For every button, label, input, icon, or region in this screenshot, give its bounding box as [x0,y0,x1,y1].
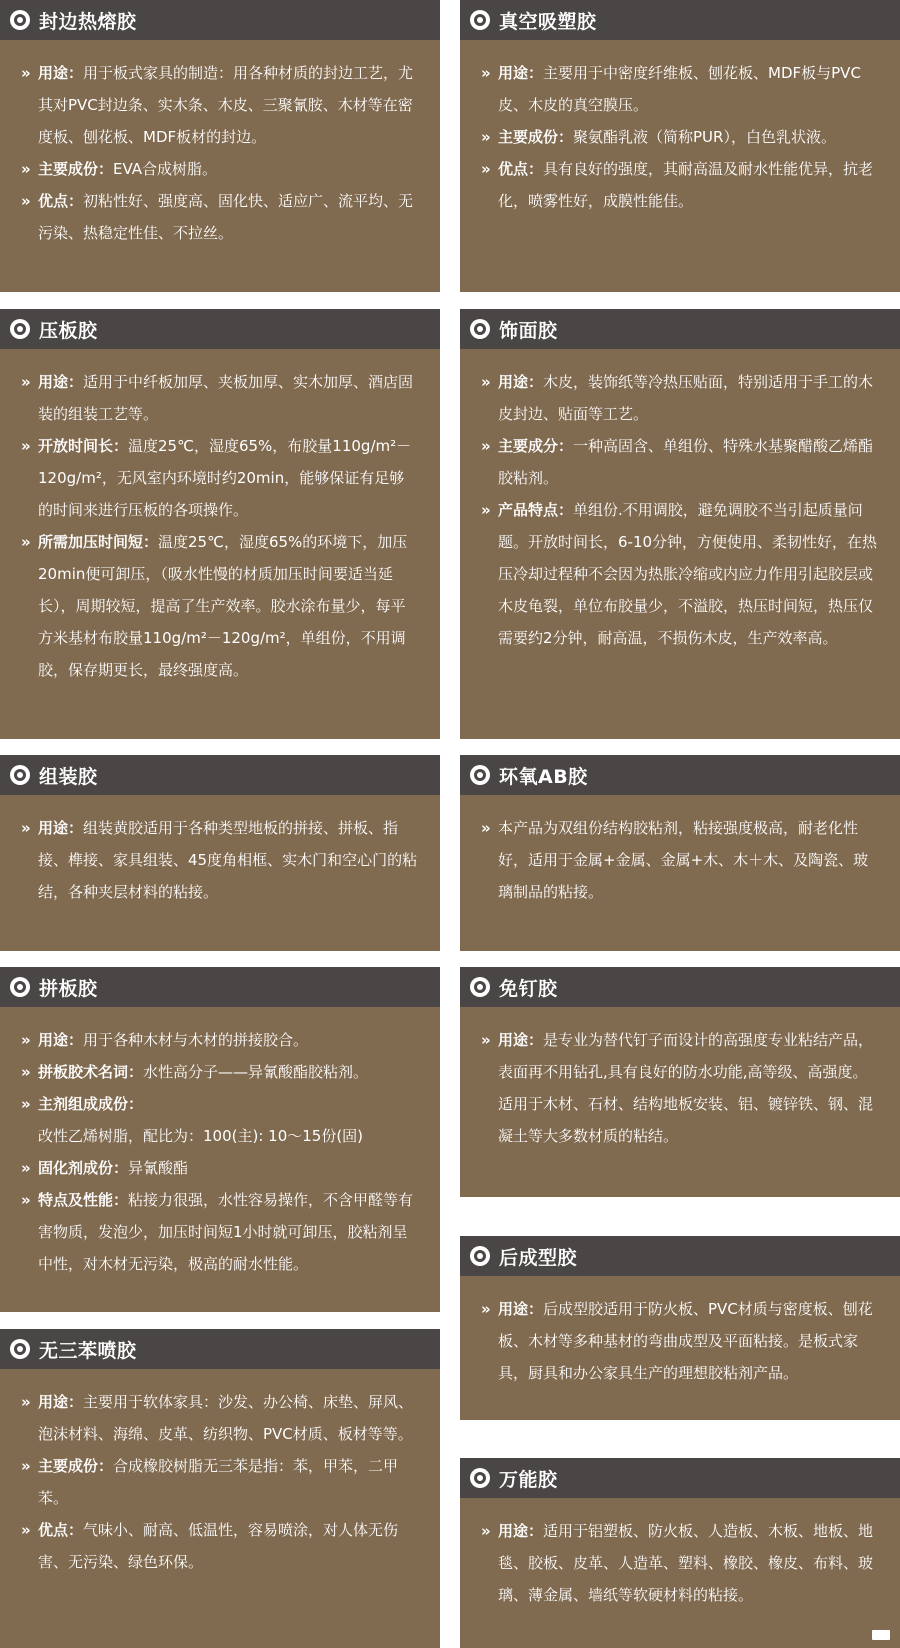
list-item [22,430,418,526]
card-wusanben [0,1329,440,1648]
item-label: 用途： [38,1393,84,1411]
card-title: 压板胶 [39,319,98,342]
item-text: 用于各种木材与木材的拼接胶合。 [83,1031,309,1049]
target-bullet-icon [10,977,30,997]
card-header [460,1236,900,1276]
card-title: 饰面胶 [499,319,558,342]
target-bullet-icon [470,10,490,30]
stamp-icon [872,1630,890,1640]
item-text: 木皮，装饰纸等冷热压贴面，特别适用于手工的木皮封边、贴面等工艺。 [498,373,874,423]
list-item [22,1088,418,1120]
item-text: 水性高分子——异氰酸酯胶粘剂。 [143,1063,369,1081]
item-label: 主要成份： [498,128,574,146]
item-label: 固化剂成份： [38,1159,129,1177]
target-bullet-icon [470,1468,490,1488]
double-chevron-icon: » [21,192,27,210]
card-header [0,755,440,795]
item-label: 所需加压时间短： [38,533,159,551]
list-item [482,1293,878,1389]
item-label: 优点： [498,160,544,178]
item-label: 优点： [38,192,84,210]
list-item [22,1386,418,1450]
list-item [22,812,418,908]
list-item [482,494,878,654]
item-text: 本产品为双组份结构胶粘剂，粘接强度极高，耐老化性好，适用于金属+金属、金属+木、木＋木、及陶瓷、玻璃制品的粘接。 [498,819,869,901]
card-zuzhuang [0,755,440,951]
double-chevron-icon: » [481,1300,487,1318]
card-header [0,309,440,349]
item-label: 主要成份： [38,1457,114,1475]
target-bullet-icon [470,765,490,785]
item-label: 用途： [498,1522,544,1540]
list-item [22,185,418,249]
item-text: 主要用于中密度纤维板、刨花板、MDF板与PVC皮、木皮的真空膜压。 [498,64,861,114]
card-huanyang [460,755,900,951]
card-title: 环氧AB胶 [499,765,588,788]
double-chevron-icon: » [21,437,27,455]
card-header [460,1458,900,1498]
item-text: 粘接力很强，水性容易操作，不含甲醛等有害物质，发泡少，加压时间短1小时就可卸压，胶粘剂呈中性，对木材无污染，极高的耐水性能。 [38,1191,414,1273]
list-item [482,153,878,217]
list-item [22,1184,418,1280]
item-label: 用途： [38,1031,84,1049]
double-chevron-icon: » [21,1031,27,1049]
target-bullet-icon [470,1246,490,1266]
list-item [22,1514,418,1578]
item-label: 产品特点： [498,501,574,519]
list-item [22,1152,418,1184]
card-header [460,755,900,795]
item-text: 是专业为替代钉子而设计的高强度专业粘结产品，表面再不用钻孔,具有良好的防水功能,高等级、高强度。适用于木材、石材、结构地板安装、铝、镀锌铁、钢、混凝土等大多数材质的粘结。 [498,1031,874,1145]
item-label: 优点： [38,1521,84,1539]
double-chevron-icon: » [481,128,487,146]
double-chevron-icon: » [21,373,27,391]
card-pinban [0,967,440,1312]
card-header [460,0,900,40]
item-label: 主要成份： [38,160,114,178]
list-item [22,1450,418,1514]
list-item [22,1024,418,1056]
double-chevron-icon: » [481,1031,487,1049]
card-title: 后成型胶 [499,1246,578,1269]
item-label: 主剂组成成份： [38,1095,144,1113]
double-chevron-icon: » [481,1522,487,1540]
card-houchengxing [460,1236,900,1420]
double-chevron-icon: » [21,1521,27,1539]
item-label: 用途： [498,1300,544,1318]
card-title: 无三苯喷胶 [39,1339,137,1362]
double-chevron-icon: » [21,1063,27,1081]
double-chevron-icon: » [21,533,27,551]
double-chevron-icon: » [481,160,487,178]
card-title: 组装胶 [39,765,98,788]
item-text: 适用于铝塑板、防火板、人造板、木板、地板、地毯、胶板、皮革、人造革、塑料、橡胶、橡皮、布料、玻璃、薄金属、墙纸等软硬材料的粘接。 [498,1522,874,1604]
item-label: 用途： [38,64,84,82]
list-item [22,366,418,430]
item-text: 用于板式家具的制造：用各种材质的封边工艺，尤其对PVC封边条、实木条、木皮、三聚氰胺、木材等在密度板、刨花板、MDF板材的封边。 [38,64,414,146]
card-title: 拼板胶 [39,977,98,1000]
double-chevron-icon: » [21,1393,27,1411]
double-chevron-icon: » [481,64,487,82]
item-label: 用途： [498,1031,544,1049]
item-label: 开放时间长： [38,437,129,455]
item-text: 单组份.不用调胶，避免调胶不当引起质量问题。开放时间长，6-10分钟，方便使用、柔韧性好，在热压冷却过程种不会因为热胀冷缩或内应力作用引起胶层或木皮龟裂，单位布胶量少，不溢胶，热压时间短，热压仅需要约2分钟，耐高温，不损伤木皮，生产效率高。 [498,501,878,647]
item-label: 特点及性能： [38,1191,129,1209]
item-text: EVA合成树脂。 [113,160,218,178]
item-text: 适用于中纤板加厚、夹板加厚、实木加厚、酒店固装的组装工艺等。 [38,373,414,423]
item-text: 温度25℃，湿度65%，布胶量110g/m²－120g/m²，无风室内环境时约20min，能够保证有足够的时间来进行压板的各项操作。 [38,437,412,519]
list-item [482,1024,878,1152]
target-bullet-icon [10,319,30,339]
item-text: 气味小、耐高、低温性，容易喷涂，对人体无伤害、无污染、绿色环保。 [38,1521,399,1571]
card-title: 免钉胶 [499,977,558,1000]
item-text: 合成橡胶树脂无三苯是指：苯，甲苯，二甲苯。 [38,1457,399,1507]
double-chevron-icon: » [21,64,27,82]
double-chevron-icon: » [21,160,27,178]
double-chevron-icon: » [481,437,487,455]
item-text: 异氰酸酯 [128,1159,189,1177]
target-bullet-icon [470,319,490,339]
item-text: 一种高固含、单组份、特殊水基聚醋酸乙烯酯胶粘剂。 [498,437,874,487]
item-label: 用途： [498,64,544,82]
item-label: 主要成分： [498,437,574,455]
list-item [482,121,878,153]
item-label: 用途： [38,819,84,837]
item-text: 初粘性好、强度高、固化快、适应广、流平均、无污染、热稳定性佳、不拉丝。 [38,192,414,242]
double-chevron-icon: » [21,1159,27,1177]
item-text: 主要用于软体家具：沙发、办公椅、床垫、屏风、泡沫材料、海绵、皮革、纺织物、PVC材质、板材等等。 [38,1393,414,1443]
item-subtext: 改性乙烯树脂，配比为：100(主): 10～15份(固) [38,1127,364,1145]
card-yaban [0,309,440,739]
list-item [482,812,878,908]
list-item [482,1515,878,1611]
card-header [460,309,900,349]
list-item [482,366,878,430]
item-text: 具有良好的强度，其耐高温及耐水性能优异，抗老化，喷雾性好，成膜性能佳。 [498,160,874,210]
list-item [482,57,878,121]
item-text: 组装黄胶适用于各种类型地板的拼接、拼板、指接、榫接、家具组装、45度角相框、实木门和空心门的粘结，各种夹层材料的粘接。 [38,819,418,901]
item-label: 用途： [38,373,84,391]
card-header [460,967,900,1007]
item-text: 聚氨酯乳液（简称PUR），白色乳状液。 [573,128,836,146]
card-title: 真空吸塑胶 [499,10,597,33]
double-chevron-icon: » [21,1191,27,1209]
card-header [0,0,440,40]
target-bullet-icon [470,977,490,997]
item-text: 后成型胶适用于防火板、PVC材质与密度板、刨花板、木材等多种基材的弯曲成型及平面粘接。是板式家具，厨具和办公家具生产的理想胶粘剂产品。 [498,1300,873,1382]
item-label: 用途： [498,373,544,391]
card-wanneng [460,1458,900,1648]
double-chevron-icon: » [21,819,27,837]
card-shimian [460,309,900,739]
list-item [22,57,418,153]
list-item [482,430,878,494]
list-item [22,153,418,185]
list-item [22,1056,418,1088]
card-title: 封边热熔胶 [39,10,137,33]
double-chevron-icon: » [481,819,487,837]
double-chevron-icon: » [481,501,487,519]
card-mianding [460,967,900,1197]
double-chevron-icon: » [21,1095,27,1113]
list-item [22,526,418,686]
target-bullet-icon [10,10,30,30]
target-bullet-icon [10,1339,30,1359]
card-title: 万能胶 [499,1468,558,1491]
target-bullet-icon [10,765,30,785]
card-fengbian [0,0,440,292]
card-zhenkong [460,0,900,292]
double-chevron-icon: » [481,373,487,391]
card-header [0,1329,440,1369]
item-label: 拼板胶术名词： [38,1063,144,1081]
double-chevron-icon: » [21,1457,27,1475]
item-text: 温度25℃，湿度65%的环境下，加压20min便可卸压，（吸水性慢的材质加压时间要适当延长），周期较短，提高了生产效率。胶水涂布量少，每平方米基材布胶量110g/m²－120g/m²，单组份，不用调胶，保存期更长，最终强度高。 [38,533,408,679]
card-header [0,967,440,1007]
